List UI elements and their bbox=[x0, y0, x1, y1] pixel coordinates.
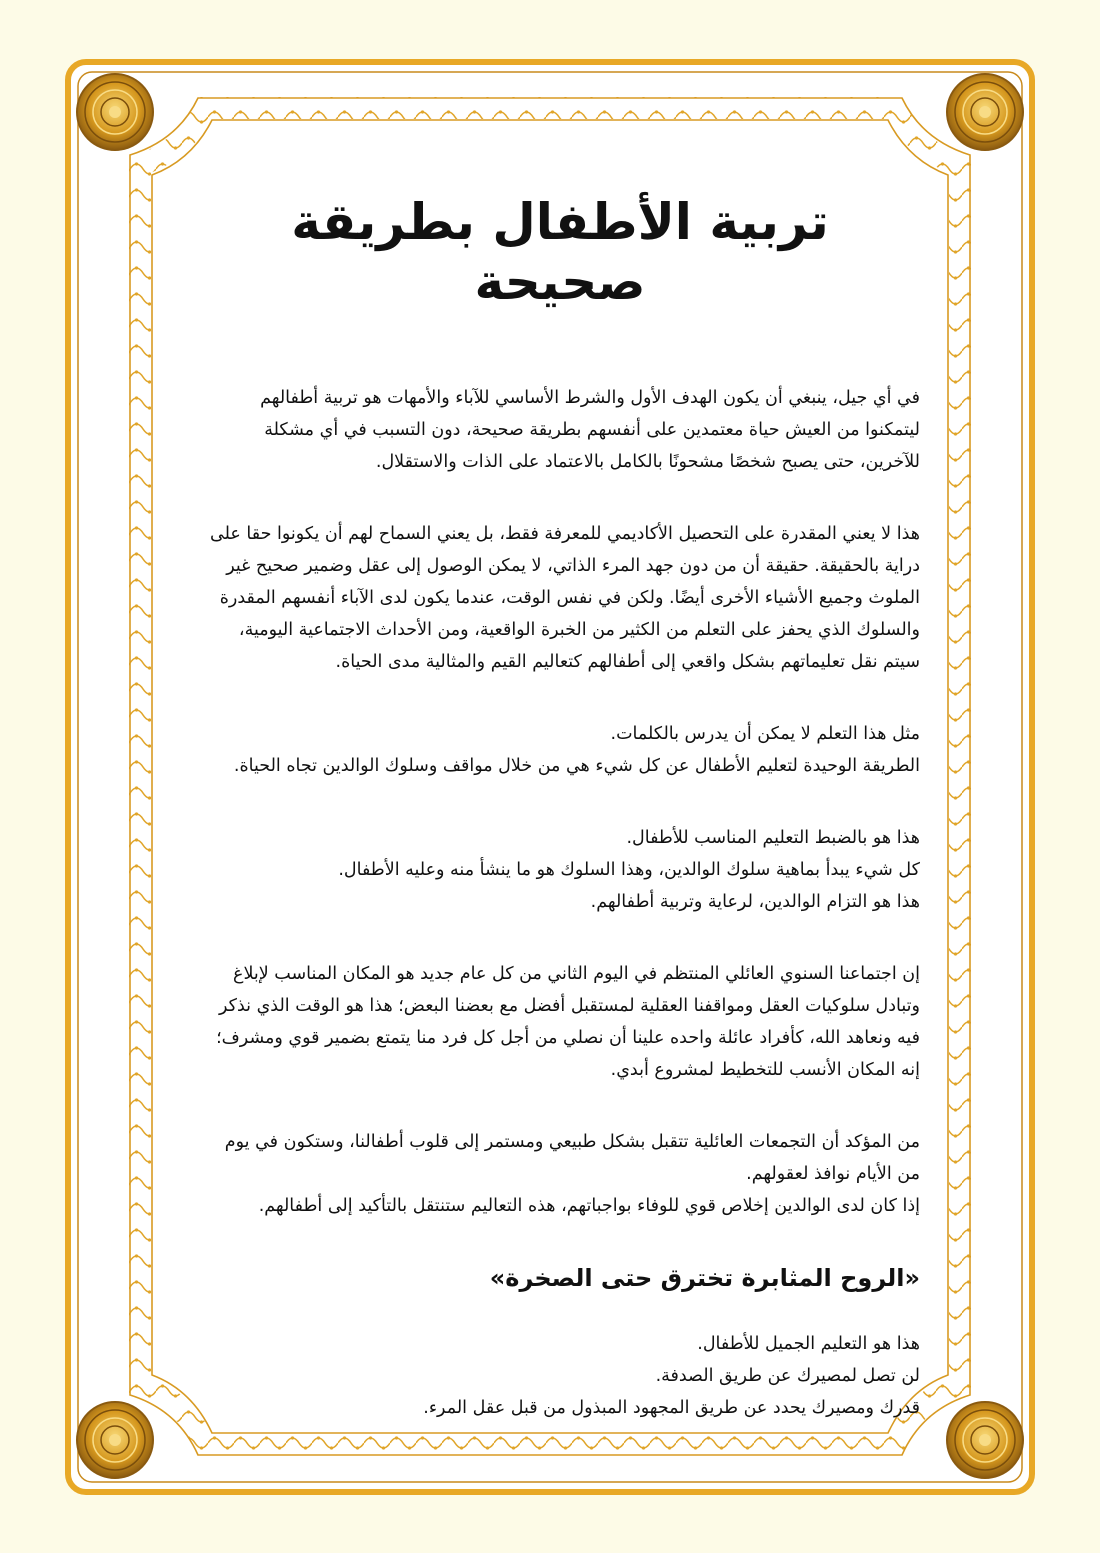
page-title: تربية الأطفال بطريقة صحيحة bbox=[291, 193, 829, 311]
corner-medallion-bottom-left bbox=[77, 1402, 153, 1478]
corner-medallion-bottom-right bbox=[947, 1402, 1023, 1478]
paragraph-2: هذا لا يعني المقدرة على التحصيل الأكاديمي للمعرفة فقط، بل يعني السماح لهم أن يكونوا حقا على دراية بالحقيقة. حقيقة أن من دون جهد المرء الذاتي، لا يمكن الوصول إلى عقل وضمير صحيح غير الملوث وجميع الأشياء الأخرى أيضًا. ولكن في نفس الوقت، عندما يكون لدى الآباء أنفسهم المقدرة والسلوك الذي يحفز على التعلم من الكثير من الخبرة الواقعية، ومن الأحداث الاجتماعية اليومية، سيتم نقل تعليماتهم بشكل واقعي إلى أطفالهم كتعاليم القيم والمثالية مدى الحياة. bbox=[210, 524, 920, 672]
quote-heading: «الروح المثابرة تخترق حتى الصخرة» bbox=[489, 1264, 920, 1292]
paragraph-4: هذا هو بالضبط التعليم المناسب للأطفال. كل شيء يبدأ بماهية سلوك الوالدين، وهذا السلوك هو ما ينشأ منه وعليه الأطفال. هذا هو التزام الوالدين، لرعاية وتربية أطفالهم. bbox=[338, 828, 920, 912]
document-body bbox=[200, 180, 920, 1418]
paragraph-5: إن اجتماعنا السنوي العائلي المنتظم في اليوم الثاني من كل عام جديد هو المكان المناسب لإبلاغ وتبادل سلوكيات العقل ومواقفنا العقلية لمستقبل أفضل مع بعضنا البعض؛ هذا هو الوقت الذي نذكر فيه ونعاهد الله، كأفراد عائلة واحده علينا أن نصلي من أجل كل فرد منا يتمتع بضمير قوي ومشرف؛ إنه المكان الأنسب للتخطيط لمشروع أبدي. bbox=[216, 964, 920, 1080]
paragraph-1: في أي جيل، ينبغي أن يكون الهدف الأول والشرط الأساسي للآباء والأمهات هو تربية أطفالهم ليتمكنوا من العيش حياة معتمدين على أنفسهم بطريقة صحيحة، دون التسبب في أي مشكلة للآخرين، حتى يصبح شخصًا مشحونًا بالكامل بالاعتماد على الذات والاستقلال. bbox=[260, 388, 920, 472]
corner-medallion-top-left bbox=[77, 74, 153, 150]
paragraph-3: مثل هذا التعلم لا يمكن أن يدرس بالكلمات. الطريقة الوحيدة لتعليم الأطفال عن كل شيء هي من خلال مواقف وسلوك الوالدين تجاه الحياة. bbox=[233, 724, 920, 776]
paragraph-6: من المؤكد أن التجمعات العائلية تتقبل بشكل طبيعي ومستمر إلى قلوب أطفالنا، وستكون في يوم من الأيام نوافذ لعقولهم. إذا كان لدى الوالدين إخلاص قوي للوفاء بواجباتهم، هذه التعاليم ستنتقل بالتأكيد إلى أطفالهم. bbox=[224, 1132, 920, 1216]
corner-medallion-top-right bbox=[947, 74, 1023, 150]
closing-paragraph: هذا هو التعليم الجميل للأطفال. لن تصل لمصيرك عن طريق الصدفة. قدرك ومصيرك يحدد عن طريق المجهود المبذول من قبل عقل المرء. bbox=[423, 1334, 920, 1418]
